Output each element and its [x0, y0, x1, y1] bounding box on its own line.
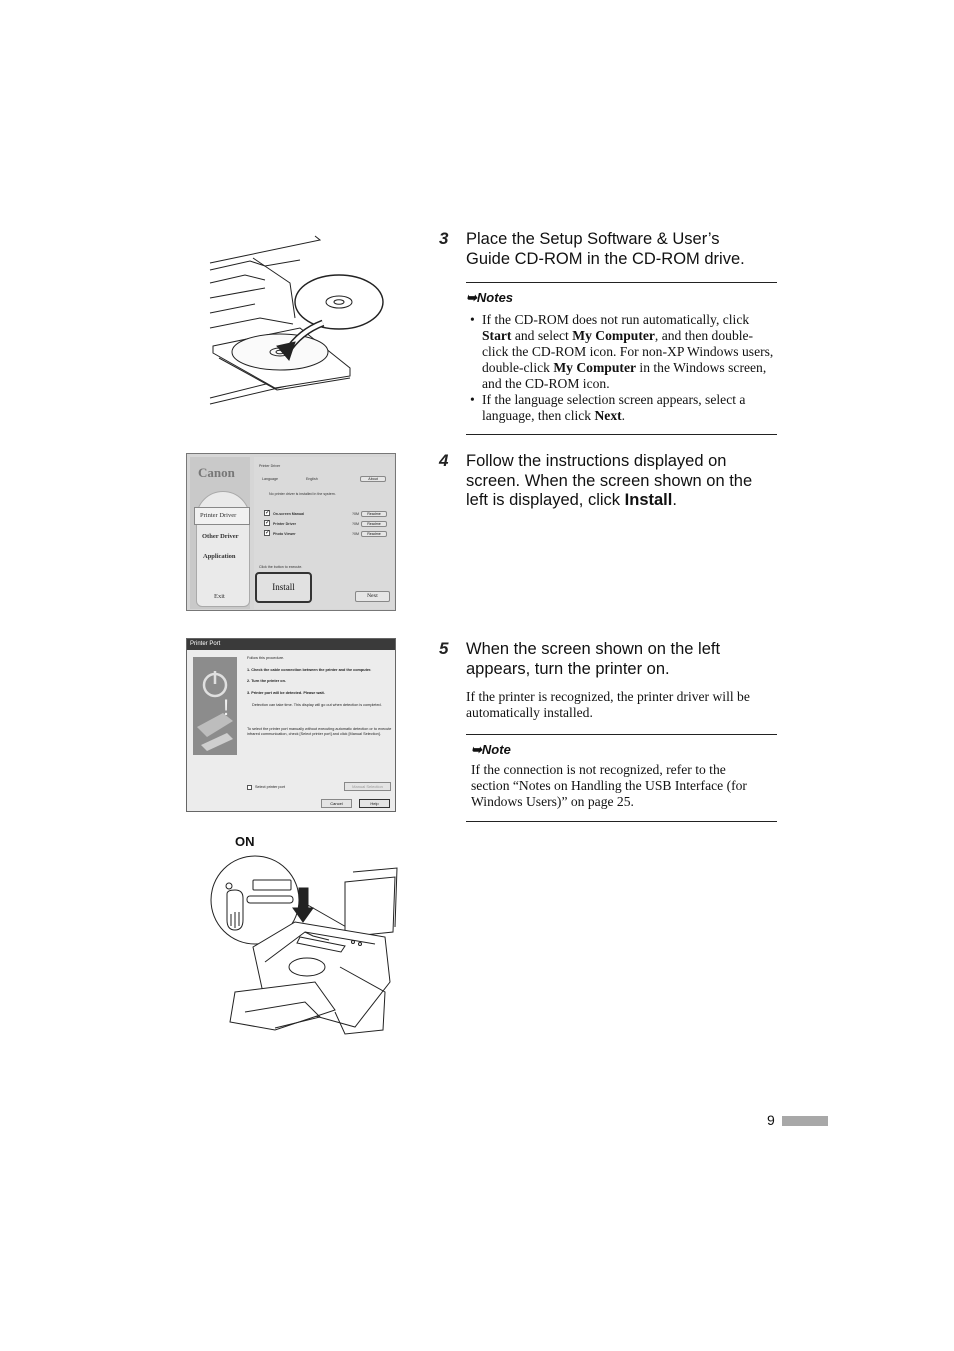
- item-name: Photo Viewer: [273, 532, 296, 536]
- procedure-step: 3. Printer port will be detected. Please wait.: [247, 691, 325, 695]
- checkbox-icon: ✓: [265, 510, 271, 516]
- install-keyword: Install: [624, 491, 673, 509]
- note-line: If the connection is not recognized, refer to the: [471, 762, 726, 777]
- checkbox: [247, 785, 252, 790]
- note-text: in the Windows screen, and the CD-ROM icon.: [482, 360, 767, 391]
- divider: [466, 282, 777, 283]
- language-label: Language: [262, 477, 278, 481]
- svg-text:!: !: [223, 695, 230, 720]
- manual-note: To select the printer port manually without executing automatic detection or to execute infrared communication, check [Select printer port] and click [Manual Selection].: [247, 727, 392, 736]
- panel-header: Printer Driver: [259, 464, 281, 468]
- item-size: ?0M: [352, 522, 359, 526]
- note-text: , and then double-click the CD-ROM icon. For non-XP Windows users, double-click: [482, 328, 774, 375]
- step-heading: [466, 640, 720, 679]
- setup-sidebar: [190, 457, 250, 609]
- power-icon: [193, 657, 237, 755]
- step-number: 4: [439, 451, 449, 470]
- note-item: [466, 392, 778, 424]
- page-number: 9: [767, 1112, 775, 1128]
- printer-port-screenshot: [186, 638, 396, 812]
- step-heading-line: screen. When the screen shown on the: [466, 471, 753, 490]
- step-heading-line: Place the Setup Software & User’s: [466, 230, 720, 248]
- note-keyword: Next: [594, 408, 622, 423]
- port-illustration: [193, 657, 237, 755]
- step-number: 3: [439, 229, 449, 248]
- procedure-step: 2. Turn the printer on.: [247, 679, 286, 683]
- divider: [466, 734, 777, 735]
- help-button: Help: [359, 799, 390, 808]
- heading-text: .: [672, 491, 677, 509]
- manual-selection-button: Manual Selection: [344, 782, 391, 791]
- readme-button: Readme: [361, 521, 387, 527]
- arrow-icon: ➥: [466, 290, 477, 305]
- language-value: English: [306, 477, 318, 481]
- divider: [466, 821, 777, 822]
- setup-screen-screenshot: [186, 453, 396, 611]
- note-title: Note: [481, 742, 511, 757]
- note-line: Windows Users)” on page 25.: [471, 794, 634, 809]
- install-button: Install: [255, 572, 312, 603]
- intro-text: Follow this procedure.: [247, 656, 285, 660]
- item-name: Printer Driver: [273, 522, 296, 526]
- step-heading-line: [466, 491, 752, 511]
- body-line: If the printer is recognized, the printer driver will be: [466, 689, 750, 704]
- next-button: Next: [355, 591, 390, 602]
- note-keyword: My Computer: [553, 360, 637, 375]
- page-marker-bar: [782, 1116, 828, 1126]
- step-number: 5: [439, 639, 449, 658]
- step-heading: [466, 452, 752, 511]
- readme-button: Readme: [361, 511, 387, 517]
- note-text: and select: [511, 328, 573, 343]
- procedure-step: 1. Check the cable connection between the printer and the computer.: [247, 668, 372, 672]
- item-name: On-screen Manual: [273, 512, 305, 516]
- status-text: No printer driver is installed in the system.: [269, 492, 336, 496]
- about-button: About: [360, 476, 386, 482]
- readme-button: Readme: [361, 531, 387, 537]
- detection-note: Detection can take time. This display will go out when detection is completed.: [252, 703, 382, 707]
- step-heading: [466, 230, 745, 269]
- item-size: ?0M: [352, 532, 359, 536]
- checkbox-label: Select printer port: [255, 785, 285, 789]
- note-keyword: My Computer: [572, 328, 655, 343]
- menu-item-exit: Exit: [214, 593, 225, 600]
- note-heading: [471, 742, 511, 758]
- notes-list: [466, 312, 778, 424]
- step-heading-line: appears, turn the printer on.: [466, 659, 670, 678]
- notes-title: Notes: [476, 290, 514, 305]
- checkbox-icon: ✓: [265, 520, 271, 526]
- divider: [466, 434, 777, 435]
- note-body: [471, 762, 747, 810]
- note-text: .: [621, 408, 626, 423]
- checkbox-icon: ✓: [265, 530, 271, 536]
- note-line: section “Notes on Handling the USB Interface (for: [471, 778, 747, 793]
- note-keyword: Start: [482, 328, 512, 343]
- menu-item-printer-driver: Printer Driver: [200, 512, 237, 519]
- notes-heading: [466, 290, 513, 306]
- note-text: If the CD-ROM does not run automatically, click: [482, 312, 750, 327]
- step-heading-line: Guide CD-ROM in the CD-ROM drive.: [466, 249, 745, 268]
- note-item: [466, 312, 778, 392]
- on-label: ON: [235, 834, 255, 849]
- body-line: automatically installed.: [466, 705, 593, 720]
- step-heading-line: Follow the instructions displayed on: [466, 452, 727, 470]
- step-heading-line: When the screen shown on the left: [466, 640, 721, 658]
- printer-illustration: [205, 852, 405, 1042]
- note-text: If the language selection screen appears, select a language, then click: [482, 392, 746, 423]
- item-size: ?0M: [352, 512, 359, 516]
- canon-logo: Canon: [198, 465, 235, 480]
- step-body: [466, 689, 750, 721]
- menu-item-application: Application: [203, 553, 236, 560]
- menu-item-other-driver: Other Driver: [202, 533, 239, 540]
- hint-text: Click the button to execute.: [259, 565, 303, 569]
- cd-insert-illustration: [205, 228, 445, 410]
- dialog-title: Printer Port: [187, 639, 395, 650]
- cancel-button: Cancel: [321, 799, 352, 808]
- arrow-icon: ➥: [471, 742, 482, 757]
- heading-text: left is displayed, click: [466, 491, 625, 509]
